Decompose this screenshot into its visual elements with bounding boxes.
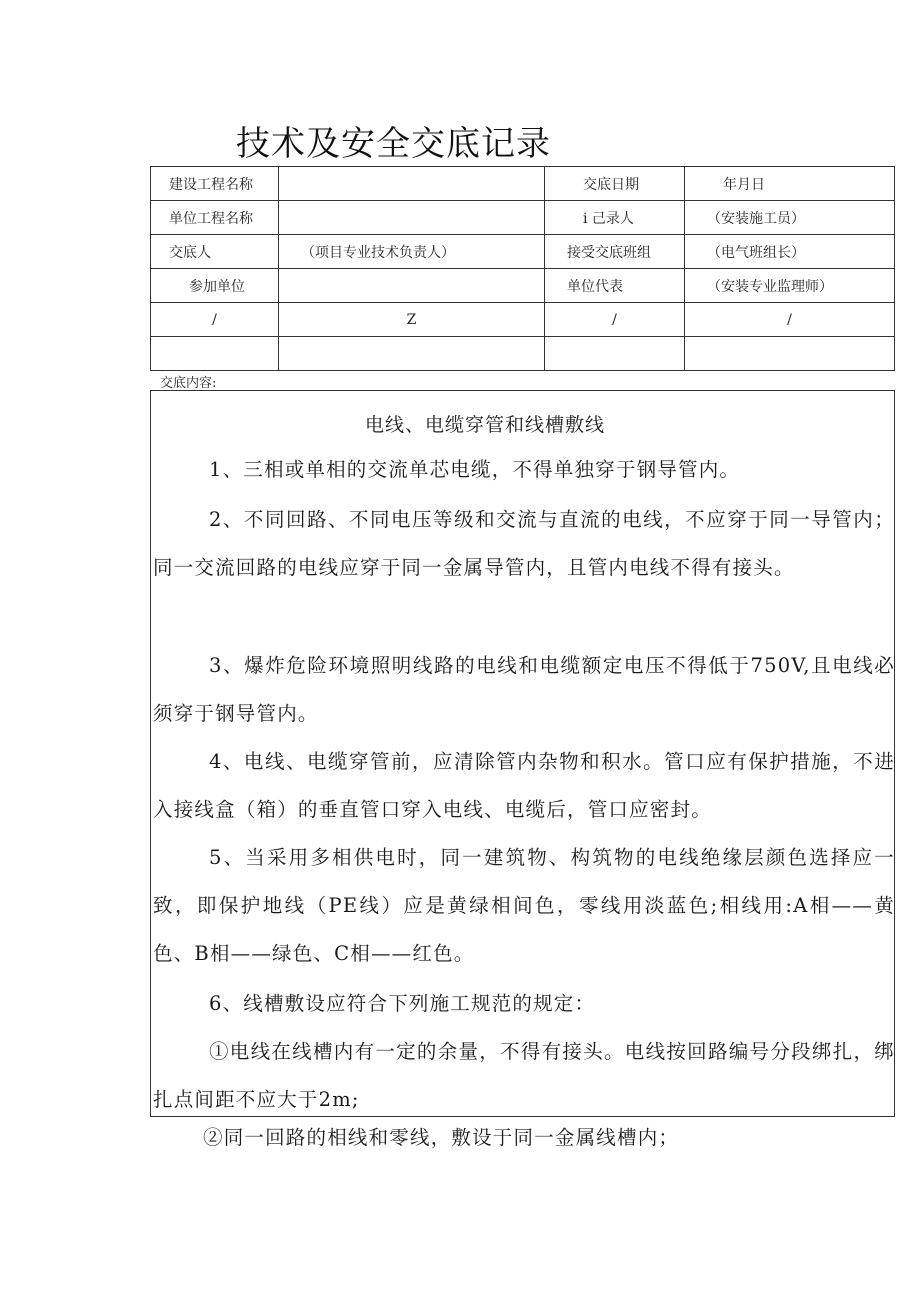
table-cell: 单位代表 [545,269,685,303]
document-title: 技术及安全交底记录 [236,124,551,164]
table-cell: 参加单位 [151,269,279,303]
table-row [151,201,895,235]
table-row [151,337,895,371]
table-row [151,167,895,201]
table-row [151,269,895,303]
content-label: 交底内容: [160,376,217,391]
table-cell [685,337,895,371]
table-cell [279,167,545,201]
table-cell [279,337,545,371]
table-cell [151,337,279,371]
table-cell [279,201,545,235]
table-cell: / [685,303,895,337]
table-cell [279,269,545,303]
table-cell: i 己录人 [545,201,685,235]
table-cell: / [545,303,685,337]
table-cell: （电气班组长） [685,235,895,269]
table-cell: 交底日期 [545,167,685,201]
content-heading: 电线、电缆穿管和线槽敷线 [364,414,605,436]
paragraph: ②同一回路的相线和零线，敷设于同一金属线槽内； [203,1126,680,1149]
table-cell: （安装专业监理师） [685,269,895,303]
paragraph: 1、三相或单相的交流单芯电缆，不得单独穿于钢导管内。 [209,458,741,481]
table-cell: 单位工程名称 [151,201,279,235]
paragraph: ①电线在线槽内有一定的余量，不得有接头。电线按回路编号分段绑扎，绑扎点间距不应大于2m; [153,1040,895,1111]
paragraph: 2、不同回路、不同电压等级和交流与直流的电线，不应穿于同一导管内；同一交流回路的电线应穿于同一金属导管内，且管内电线不得有接头。 [153,508,895,579]
table-row [151,303,895,337]
paragraph: 4、电线、电缆穿管前，应清除管内杂物和积水。管口应有保护措施，不进入接线盒（箱）的垂直管口穿入电线、电缆后，管口应密封。 [153,750,895,821]
record-info-table [150,166,895,371]
table-cell [545,337,685,371]
table-cell: 建设工程名称 [151,167,279,201]
table-cell: （安装施工员） [685,201,895,235]
paragraph: 6、线槽敷设应符合下列施工规范的规定： [209,992,596,1015]
table-cell: Z [279,303,545,337]
table-row [151,235,895,269]
table-cell: （项目专业技术负责人） [279,235,545,269]
table-cell: 接受交底班组 [545,235,685,269]
table-cell: 交底人 [151,235,279,269]
table-cell: 年月日 [685,167,895,201]
paragraph: 5、当采用多相供电时，同一建筑物、构筑物的电线绝缘层颜色选择应一致，即保护地线（PE线）应是黄绿相间色，零线用淡蓝色;相线用:A相——黄色、B相——绿色、C相——红色。 [153,846,895,965]
paragraph: 3、爆炸危险环境照明线路的电线和电缆额定电压不得低于750V,且电线必须穿于钢导管内。 [153,654,895,725]
table-cell: / [151,303,279,337]
